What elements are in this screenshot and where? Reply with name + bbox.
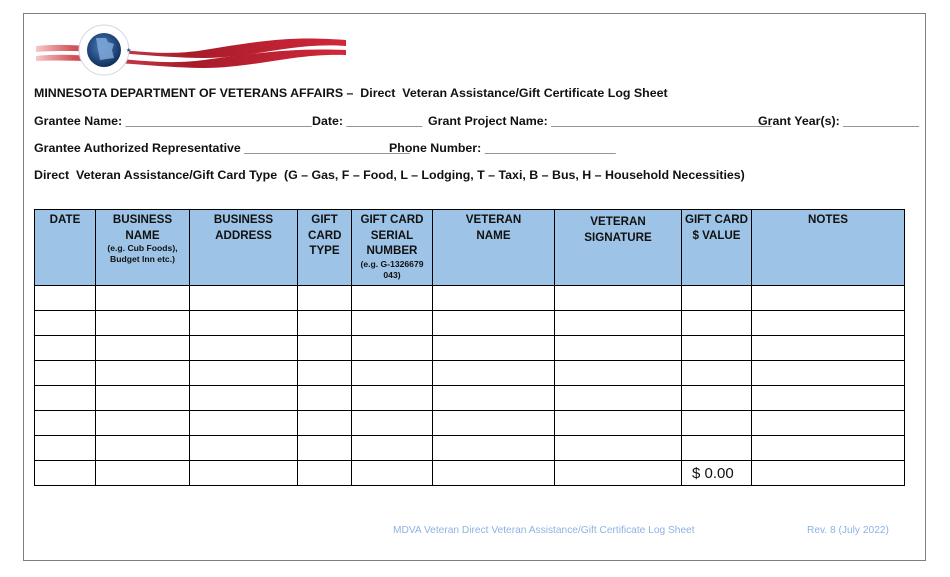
serial-number-example: (e.g. G-1326679043) [360, 258, 424, 280]
cell-date[interactable] [35, 411, 96, 436]
cell-gift-card-type[interactable] [298, 461, 352, 486]
authorized-rep-field[interactable] [34, 141, 410, 155]
cell-veteran-signature[interactable] [555, 386, 682, 411]
date-field[interactable] [312, 114, 422, 128]
cell-serial-number[interactable] [352, 286, 433, 311]
cell-veteran-signature[interactable] [555, 336, 682, 361]
card-type-legend: Direct Veteran Assistance/Gift Card Type (G – Gas, F – Food, L – Lodging, T – Taxi, B – Bus, H – Household Necessities) [34, 168, 745, 182]
cell-gift-card-type[interactable] [298, 411, 352, 436]
cell-veteran-name[interactable] [433, 436, 555, 461]
col-header-notes: NOTES [752, 210, 905, 286]
col-header-veteran-name: VETERAN NAME [433, 210, 555, 286]
phone-number-field[interactable] [389, 141, 616, 155]
total-value-cell: $ 0.00 [682, 461, 752, 486]
cell-serial-number[interactable] [352, 311, 433, 336]
cell-serial-number[interactable] [352, 336, 433, 361]
table-row [35, 311, 905, 336]
cell-veteran-name[interactable] [433, 286, 555, 311]
grant-years-blank[interactable]: ___________ [843, 114, 919, 128]
cell-veteran-signature[interactable] [555, 436, 682, 461]
cell-date[interactable] [35, 361, 96, 386]
grant-project-name-blank[interactable]: ________________________________ [551, 114, 772, 128]
cell-business-name[interactable] [96, 386, 190, 411]
cell-notes[interactable] [752, 386, 905, 411]
cell-gift-card-type[interactable] [298, 436, 352, 461]
svg-text:★: ★ [126, 48, 132, 54]
cell-business-name[interactable] [96, 336, 190, 361]
cell-gift-card-value[interactable] [682, 336, 752, 361]
cell-business-address[interactable] [190, 461, 298, 486]
cell-veteran-name[interactable] [433, 386, 555, 411]
col-header-serial-number: GIFT CARD SERIAL NUMBER (e.g. G-1326679043) [352, 210, 433, 286]
mdva-logo-banner [34, 20, 346, 78]
cell-date[interactable] [35, 336, 96, 361]
col-header-business-address: BUSINESS ADDRESS [190, 210, 298, 286]
cell-date[interactable] [35, 311, 96, 336]
footer-document-title: MDVA Veteran Direct Veteran Assistance/Gift Certificate Log Sheet [393, 525, 695, 536]
cell-notes[interactable] [752, 286, 905, 311]
cell-business-name[interactable] [96, 286, 190, 311]
cell-business-name[interactable] [96, 411, 190, 436]
cell-gift-card-type[interactable] [298, 386, 352, 411]
cell-serial-number[interactable] [352, 361, 433, 386]
cell-veteran-name[interactable] [433, 411, 555, 436]
cell-serial-number[interactable] [352, 411, 433, 436]
cell-gift-card-type[interactable] [298, 286, 352, 311]
cell-veteran-name[interactable] [433, 361, 555, 386]
cell-gift-card-value[interactable] [682, 411, 752, 436]
cell-veteran-name[interactable] [433, 336, 555, 361]
authorized-rep-label: Grantee Authorized Representative [34, 141, 241, 155]
date-blank[interactable]: ___________ [346, 114, 423, 128]
phone-number-blank[interactable]: ___________________ [484, 141, 616, 155]
authorized-rep-blank[interactable]: ________________________ [244, 141, 410, 155]
cell-serial-number[interactable] [352, 436, 433, 461]
phone-number-label: Phone Number: [389, 141, 482, 155]
cell-gift-card-value[interactable] [682, 361, 752, 386]
cell-gift-card-type[interactable] [298, 361, 352, 386]
form-title: MINNESOTA DEPARTMENT OF VETERANS AFFAIRS – Direct Veteran Assistance/Gift Certificate Log Sheet [34, 86, 668, 100]
cell-notes[interactable] [752, 461, 905, 486]
col-header-business-name: BUSINESS NAME (e.g. Cub Foods), Budget Inn etc.) [96, 210, 190, 286]
cell-notes[interactable] [752, 311, 905, 336]
cell-business-address[interactable] [190, 336, 298, 361]
table-row [35, 436, 905, 461]
cell-business-name[interactable] [96, 461, 190, 486]
cell-veteran-signature[interactable] [555, 286, 682, 311]
cell-business-name[interactable] [96, 436, 190, 461]
cell-veteran-name[interactable] [433, 311, 555, 336]
cell-business-address[interactable] [190, 386, 298, 411]
cell-date[interactable] [35, 436, 96, 461]
cell-business-name[interactable] [96, 361, 190, 386]
cell-gift-card-value[interactable] [682, 386, 752, 411]
cell-business-address[interactable] [190, 411, 298, 436]
table-total-row [35, 461, 905, 486]
cell-business-address[interactable] [190, 286, 298, 311]
cell-gift-card-type[interactable] [298, 311, 352, 336]
cell-serial-number[interactable] [352, 461, 433, 486]
cell-veteran-signature[interactable] [555, 411, 682, 436]
col-header-date: DATE [35, 210, 96, 286]
table-row [35, 386, 905, 411]
date-label: Date: [312, 114, 343, 128]
col-header-veteran-signature: VETERAN SIGNATURE [555, 210, 682, 286]
grantee-name-label: Grantee Name: [34, 114, 123, 128]
cell-veteran-signature[interactable] [555, 361, 682, 386]
cell-veteran-signature[interactable] [555, 461, 682, 486]
table-header-row [35, 210, 905, 286]
cell-business-address[interactable] [190, 436, 298, 461]
cell-notes[interactable] [752, 411, 905, 436]
cell-business-name[interactable] [96, 311, 190, 336]
cell-date[interactable] [35, 386, 96, 411]
cell-business-address[interactable] [190, 361, 298, 386]
cell-date[interactable] [35, 286, 96, 311]
grantee-name-field[interactable] [34, 114, 312, 128]
footer-revision: Rev. 8 (July 2022) [807, 525, 889, 536]
cell-serial-number[interactable] [352, 386, 433, 411]
cell-notes[interactable] [752, 336, 905, 361]
cell-veteran-signature[interactable] [555, 311, 682, 336]
cell-gift-card-type[interactable] [298, 336, 352, 361]
grant-project-name-field[interactable] [428, 114, 772, 128]
table-row [35, 286, 905, 311]
business-name-example: (e.g. Cub Foods), Budget Inn etc.) [107, 243, 178, 264]
cell-gift-card-value[interactable] [682, 436, 752, 461]
grant-years-label: Grant Year(s): [758, 114, 840, 128]
grantee-name-blank[interactable]: ___________________________ [125, 114, 312, 128]
cell-date[interactable] [35, 461, 96, 486]
col-header-gift-card-value: GIFT CARD $ VALUE [682, 210, 752, 286]
cell-notes[interactable] [752, 361, 905, 386]
cell-notes[interactable] [752, 436, 905, 461]
grant-project-name-label: Grant Project Name: [428, 114, 548, 128]
grant-years-field[interactable] [758, 114, 919, 128]
cell-veteran-name[interactable] [433, 461, 555, 486]
table-row [35, 336, 905, 361]
svg-text:★: ★ [86, 48, 92, 54]
table-row [35, 361, 905, 386]
cell-business-address[interactable] [190, 311, 298, 336]
cell-gift-card-value[interactable] [682, 311, 752, 336]
gift-certificate-log-table [34, 209, 905, 486]
col-header-gift-card-type: GIFT CARD TYPE [298, 210, 352, 286]
table-row [35, 411, 905, 436]
cell-gift-card-value[interactable] [682, 286, 752, 311]
